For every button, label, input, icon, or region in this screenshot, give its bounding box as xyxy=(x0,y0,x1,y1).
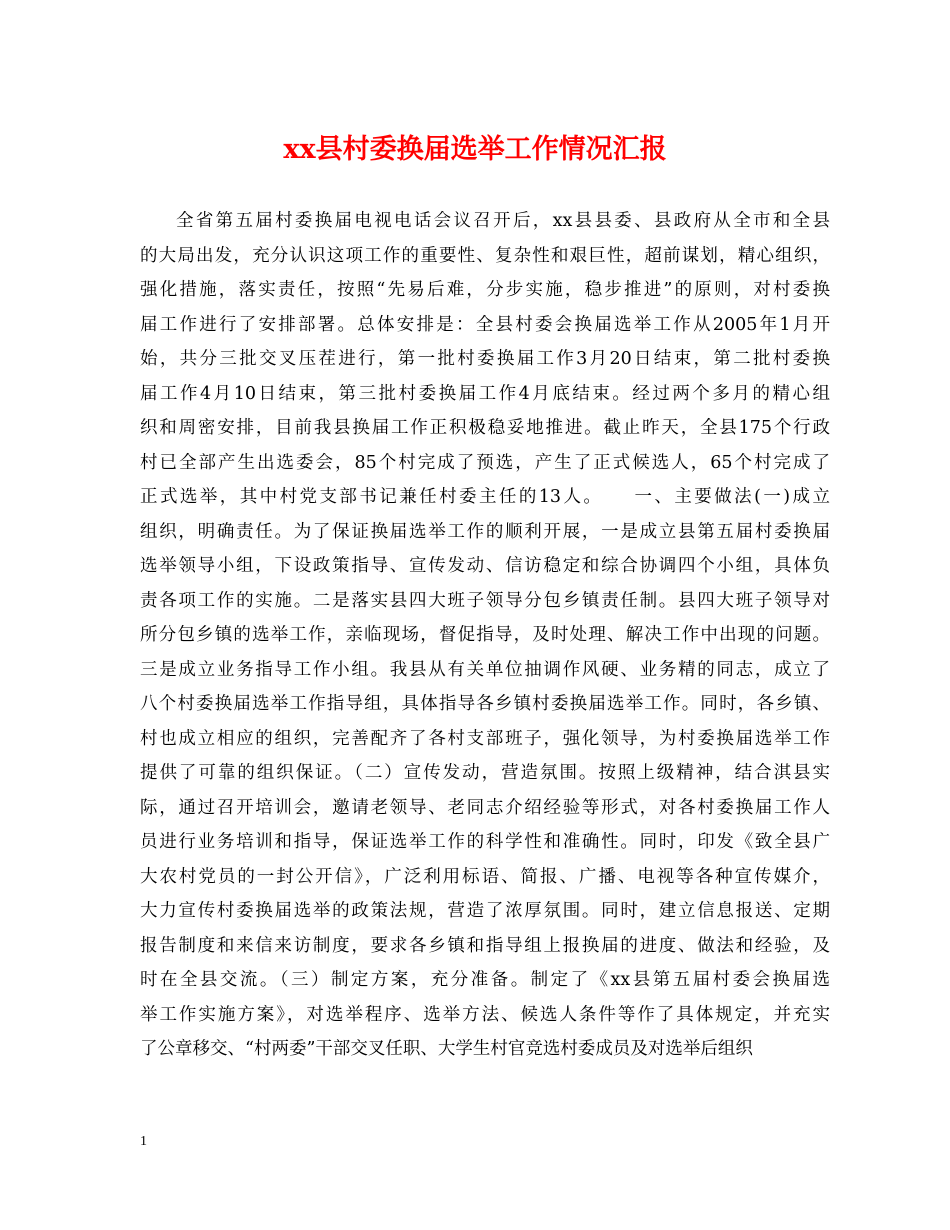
body-line: 的大局出发，充分认识这项工作的重要性、复杂性和艰巨性，超前谋划，精心组织， xyxy=(140,245,830,266)
body-line: 八个村委换届选举工作指导组，具体指导各乡镇村委换届选举工作。同时，各乡镇、 xyxy=(140,694,830,714)
body-line: 员进行业务培训和指导，保证选举工作的科学性和准确性。同时，印发《致全县广 xyxy=(140,832,830,852)
body-line: 责各项工作的实施。二是落实县四大班子领导分包乡镇责任制。县四大班子领导对 xyxy=(140,590,830,611)
body-line: 际，通过召开培训会，邀请老领导、老同志介绍经验等形式，对各村委换届工作人 xyxy=(140,797,830,818)
body-line: 三是成立业务指导工作小组。我县从有关单位抽调作风硬、业务精的同志，成立了 xyxy=(140,659,830,680)
body-line: 届工作进行了安排部署。总体安排是：全县村委会换届选举工作从2005年1月开 xyxy=(140,314,830,335)
body-line: 全省第五届村委换届电视电话会议召开后，xx县县委、县政府从全市和全县 xyxy=(176,211,830,231)
body-line: 所分包乡镇的选举工作，亲临现场，督促指导，及时处理、解决工作中出现的问题。 xyxy=(140,625,830,645)
body-line: 了公章移交、“村两委”干部交叉任职、大学生村官竞选村委成员及对选举后组织 xyxy=(140,1039,753,1059)
page-number: 1 xyxy=(140,1134,147,1149)
body-line: 村已全部产生出选委会，85个村完成了预选，产生了正式候选人，65个村完成了 xyxy=(140,452,830,473)
body-line: 举工作实施方案》，对选举程序、选举方法、候选人条件等作了具体规定，并充实 xyxy=(140,1004,830,1025)
body-line: 届工作4月10日结束，第三批村委换届工作4月底结束。经过两个多月的精心组 xyxy=(140,383,830,404)
body-line: 提供了可靠的组织保证。（二）宣传发动，营造氛围。按照上级精神，结合淇县实 xyxy=(140,763,830,783)
body-line: 织和周密安排，目前我县换届工作正积极稳妥地推进。截止昨天，全县175个行政 xyxy=(140,418,830,438)
document-body xyxy=(140,204,830,1067)
body-line: 正式选举，其中村党支部书记兼任村委主任的13人。 一、主要做法(一)成立 xyxy=(140,487,830,507)
body-line: 时在全县交流。（三）制定方案，充分准备。制定了《xx县第五届村委会换届选 xyxy=(140,970,830,990)
body-line: 强化措施，落实责任，按照“先易后难，分步实施，稳步推进”的原则，对村委换 xyxy=(140,280,830,300)
document-title: xx县村委换届选举工作情况汇报 xyxy=(283,134,667,165)
body-line: 大农村党员的一封公开信》，广泛利用标语、简报、广播、电视等各种宣传媒介， xyxy=(140,866,830,887)
body-line: 大力宣传村委换届选举的政策法规，营造了浓厚氛围。同时，建立信息报送、定期 xyxy=(140,901,830,921)
body-line: 始，共分三批交叉压茬进行，第一批村委换届工作3月20日结束，第二批村委换 xyxy=(140,349,830,369)
body-line: 村也成立相应的组织，完善配齐了各村支部班子，强化领导，为村委换届选举工作 xyxy=(140,728,830,749)
body-line: 选举领导小组，下设政策指导、宣传发动、信访稳定和综合协调四个小组，具体负 xyxy=(140,556,830,576)
body-line: 组织，明确责任。为了保证换届选举工作的顺利开展，一是成立县第五届村委换届 xyxy=(140,521,830,542)
body-line: 报告制度和来信来访制度，要求各乡镇和指导组上报换届的进度、做法和经验，及 xyxy=(140,935,830,956)
